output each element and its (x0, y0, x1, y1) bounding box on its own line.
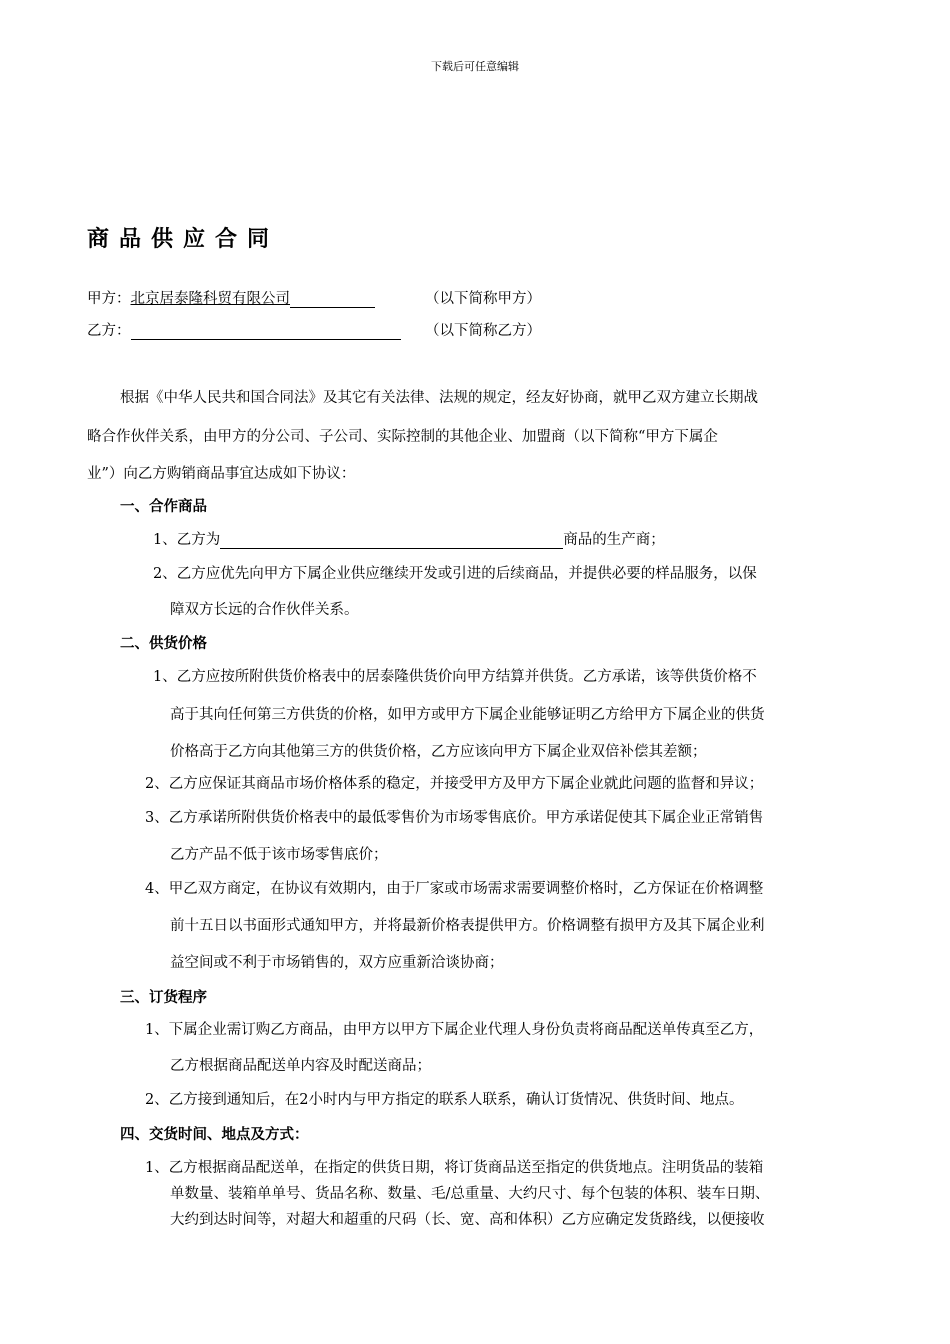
clause-line: 前十五日以书面形式通知甲方，并将最新价格表提供甲方。价格调整有损甲方及其下属企业利 (170, 918, 765, 934)
party-a-label: 甲方： (87, 291, 131, 307)
contract-title: 商品供应合同 (87, 227, 280, 252)
clause-line: 3、乙方承诺所附供货价格表中的最低零售价为市场零售底价。甲方承诺促使其下属企业正常销售 (145, 810, 764, 826)
party-a-suffix: （以下简称甲方） (425, 291, 541, 307)
section-heading: 一、合作商品 (120, 499, 207, 515)
intro-line: 略合作伙伴关系，由甲方的分公司、子公司、实际控制的其他企业、加盟商（以下简称“甲方下属企 (87, 429, 718, 445)
clause-text: 商品的生产商； (563, 532, 665, 548)
clause-line: 1、下属企业需订购乙方商品，由甲方以甲方下属企业代理人身份负责将商品配送单传真至乙方， (145, 1022, 764, 1038)
clause-line: 乙方根据商品配送单内容及时配送商品； (170, 1058, 431, 1074)
section-heading: 四、交货时间、地点及方式： (120, 1127, 309, 1143)
party-b-line (87, 319, 401, 340)
clause-line: 单数量、装箱单单号、货品名称、数量、毛/总重量、大约尺寸、每个包装的体积、装车日期、 (170, 1186, 770, 1202)
clause-1-1 (153, 528, 665, 549)
product-blank (220, 534, 563, 549)
clause-line: 2、乙方应保证其商品市场价格体系的稳定，并接受甲方及甲方下属企业就此问题的监督和异议； (145, 776, 764, 792)
party-b-suffix: （以下简称乙方） (425, 323, 541, 339)
clause-line: 2、乙方接到通知后，在2小时内与甲方指定的联系人联系，确认订货情况、供货时间、地点。 (145, 1092, 744, 1108)
clause-line: 益空间或不利于市场销售的，双方应重新洽谈协商； (170, 955, 504, 971)
clause-line: 1、乙方应按所附供货价格表中的居泰隆供货价向甲方结算并供货。乙方承诺，该等供货价格不 (153, 669, 757, 685)
party-b-label: 乙方： (87, 323, 131, 339)
clause-line: 乙方产品不低于该市场零售底价； (170, 847, 388, 863)
clause-line: 价格高于乙方向其他第三方的供货价格，乙方应该向甲方下属企业双倍补偿其差额； (170, 744, 707, 760)
clause-text: 1、乙方为 (153, 532, 221, 548)
party-a-line (87, 287, 375, 308)
intro-line: 根据《中华人民共和国合同法》及其它有关法律、法规的规定，经友好协商，就甲乙双方建立长期战 (120, 390, 758, 406)
clause-line: 障双方长远的合作伙伴关系。 (170, 602, 359, 618)
section-heading: 三、订货程序 (120, 990, 207, 1006)
page-header-note: 下载后可任意编辑 (431, 60, 519, 73)
clause-line: 4、甲乙双方商定，在协议有效期内，由于厂家或市场需求需要调整价格时，乙方保证在价格调整 (145, 881, 764, 897)
party-b-blank (131, 325, 401, 340)
clause-line: 1、乙方根据商品配送单，在指定的供货日期，将订货商品送至指定的供货地点。注明货品的装箱 (145, 1160, 764, 1176)
section-heading: 二、供货价格 (120, 636, 207, 652)
clause-line: 大约到达时间等，对超大和超重的尺码（长、宽、高和体积）乙方应确定发货路线，以便接收 (170, 1212, 765, 1228)
clause-line: 高于其向任何第三方供货的价格，如甲方或甲方下属企业能够证明乙方给甲方下属企业的供货 (170, 707, 765, 723)
clause-line: 2、乙方应优先向甲方下属企业供应继续开发或引进的后续商品，并提供必要的样品服务，以保 (153, 566, 757, 582)
intro-line: 业”）向乙方购销商品事宜达成如下协议： (87, 466, 356, 482)
party-a-blank (290, 293, 375, 308)
party-a-name: 北京居泰隆科贸有限公司 (130, 291, 290, 307)
